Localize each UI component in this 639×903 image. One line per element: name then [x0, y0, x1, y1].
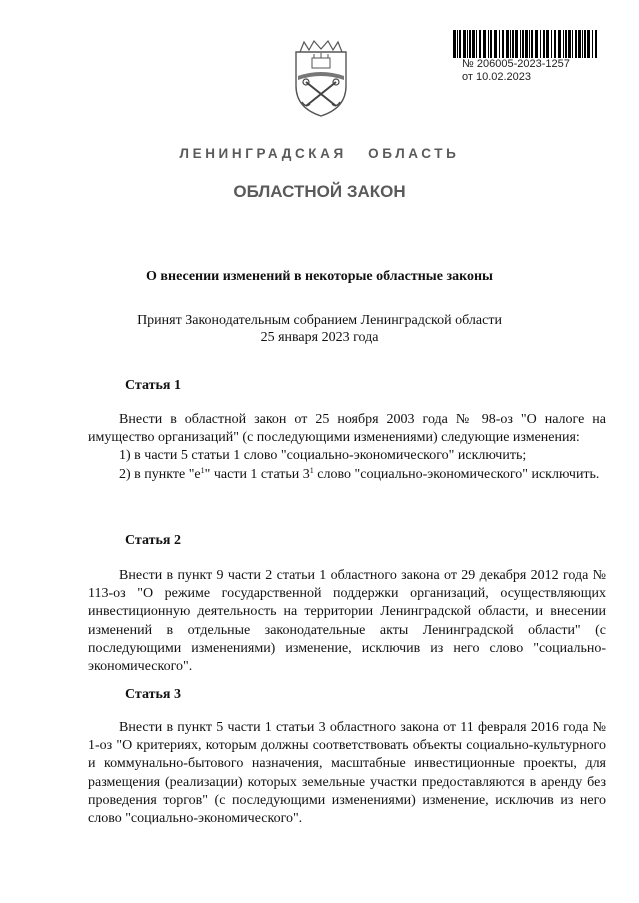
law-title: О внесении изменений в некоторые областные законы [146, 269, 493, 284]
leningrad-oblast-coat-of-arms-icon [292, 38, 350, 118]
article-3-body [88, 719, 606, 828]
adoption-note [0, 312, 639, 346]
article-2-body [88, 567, 606, 676]
article-1-item-2-part-a: 2) в пункте "е [119, 466, 201, 482]
article-1-text: Внести в областной закон от 25 ноября 2003 года № 98-оз "О налоге на имущество организаций" (с последующими изменениями) следующие изменения: [88, 412, 606, 446]
barcode-icon [453, 30, 598, 58]
article-3-text: Внести в пункт 5 части 1 статьи 3 областного закона от 11 февраля 2016 года № 1-оз "О критериях, которым должны соответствовать объекты социально-культурного и коммунально-бытового назначения, масштабные инвестиционные проекты, для размещения (реализации) которых земельные участки предоставляются в аренду без проведения торгов" (с последующими изменениями) изменение, исключив из него слово "социально-экономического". [88, 720, 606, 827]
article-2-text: Внести в пункт 9 части 2 статьи 1 областного закона от 29 декабря 2012 года № 113-оз "О режиме государственной поддержки организаций, осуществляющих инвестиционную деятельность на территории Ленинградской области, и внесении изменений в отдельные законодательные акты Ленинградской области" (с последующими изменениями) изменение, исключив из него слово "социально-экономического". [88, 568, 606, 675]
article-1-body [88, 411, 606, 484]
registration-date: от 10.02.2023 [462, 71, 532, 83]
article-1-item-2-part-b: " части 1 статьи 3 [204, 466, 310, 482]
adoption-line-1: Принят Законодательным собранием Ленинградской области [137, 313, 502, 328]
article-1-item-2 [88, 466, 606, 484]
article-1-heading: Статья 1 [125, 378, 181, 393]
superscript: 1 [200, 465, 205, 475]
adoption-date: 25 января 2023 года [260, 330, 379, 345]
law-type-heading: ОБЛАСТНОЙ ЗАКОН [233, 182, 406, 201]
article-1-item-2-part-c: слово "социально-экономического" исключить. [313, 466, 600, 482]
superscript: 1 [309, 465, 314, 475]
article-3-heading: Статья 3 [125, 687, 181, 702]
registration-number: № 206005-2023-1257 [462, 58, 570, 70]
article-1-item-1: 1) в части 5 статьи 1 слово "социально-экономического" исключить; [119, 448, 527, 464]
region-name: ЛЕНИНГРАДСКАЯ ОБЛАСТЬ [179, 146, 460, 161]
registration-block [462, 58, 570, 84]
article-2-heading: Статья 2 [125, 533, 181, 548]
